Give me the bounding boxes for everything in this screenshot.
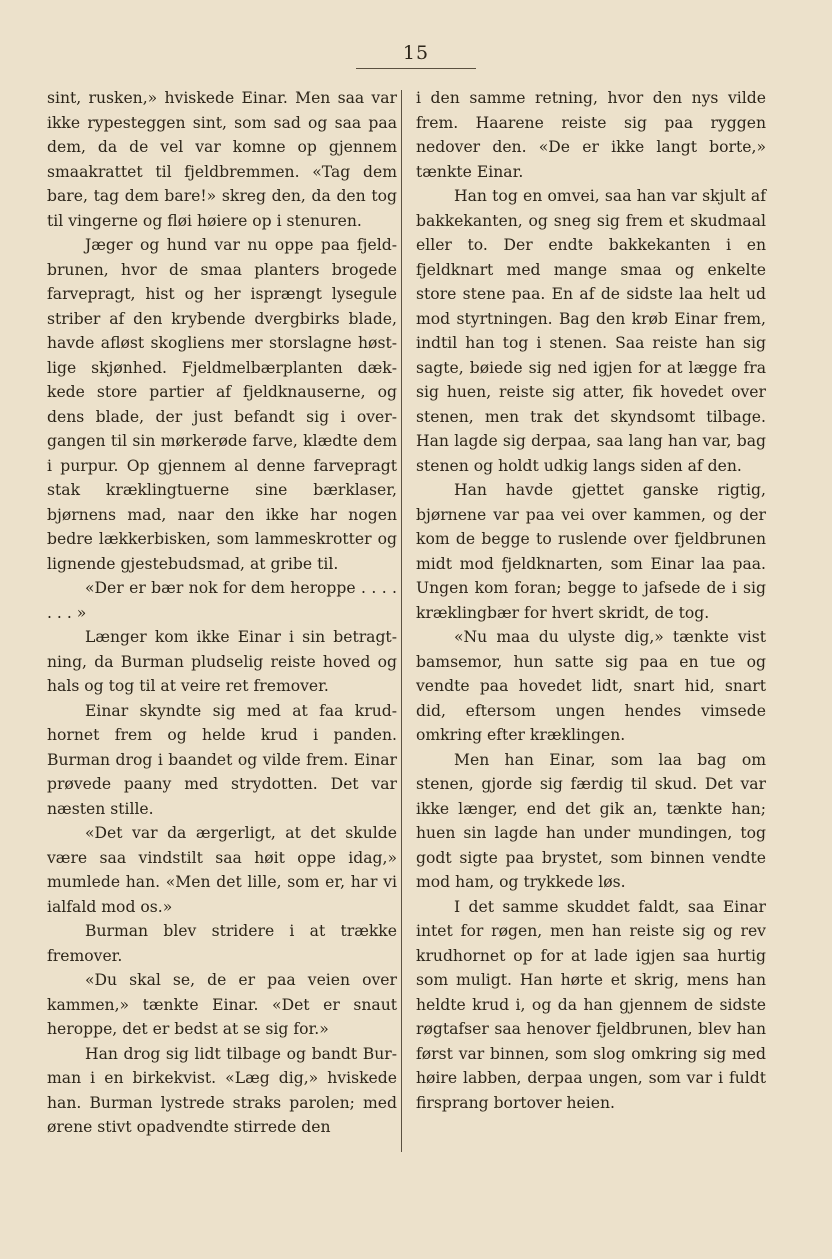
paragraph: Men han Einar, som laa bag om stenen, gjorde sig færdig til skud. Det var ikke længer, end det gik an, tænkte han; huen sin lagde han under mundingen, tog godt sigte paa brystet, som binnen vendte mod ham, og trykkede løs. bbox=[416, 750, 766, 891]
paragraph: Jæger og hund var nu oppe paa fjeldbrunen, hvor de smaa planters brogede farvepragt, hist og her isprængt lysegule striber af den krybende dvergbirks blade, havde afløst skogliens mer storslagne høstlige skjønhed. Fjeldmelbærplanten dækkede store partier af fjeldknauserne, og dens blade, der just befandt sig i overgangen til sin mørkerøde farve, klædte dem i purpur. Op gjennem al denne farvepragt stak kræklingtuerne sine bærklaser, bjørnens mad, naar den ikke har nogen bedre lækkerbisken, som lammeskrotter og lignende gjestebudsmad, at gribe til. bbox=[47, 236, 397, 573]
paragraph: «Nu maa du ulyste dig,» tænkte vist bamsemor, hun satte sig paa en tue og vendte paa hovedet lidt, snart hid, snart did, eftersom ungen hendes vimsede omkring efter kræklingen. bbox=[416, 628, 766, 744]
paragraph: «Du skal se, de er paa veien over kammen,» tænkte Einar. «Det er snaut heroppe, det er bedst at se sig for.» bbox=[47, 971, 397, 1038]
right-column bbox=[416, 86, 766, 1115]
paragraph: Han drog sig lidt tilbage og bandt Burman i en birkekvist. «Læg dig,» hviskede han. Burman lystrede straks parolen; med ørene stivt opadvendte stirrede den bbox=[47, 1044, 397, 1136]
paragraph: Længer kom ikke Einar i sin betragtning, da Burman pludselig reiste hoved og hals og tog til at veire ret fremover. bbox=[47, 628, 397, 695]
column-divider bbox=[401, 90, 402, 1152]
paragraph: Han havde gjettet ganske rigtig, bjørnene var paa vei over kammen, og der kom de begge to ruslende over fjeldbrunen midt mod fjeldknarten, som Einar laa paa. Ungen kom foran; begge to jafsede de i sig kræklingbær for hvert skridt, de tog. bbox=[416, 481, 766, 622]
page-number: 15 bbox=[402, 42, 430, 64]
paragraph: I det samme skuddet faldt, saa Einar intet for røgen, men han reiste sig og rev krudhornet op for at lade igjen saa hurtig som muligt. Han hørte et skrig, mens han heldte krud i, og da han gjennem de sidste røgtafser saa henover fjeldbrunen, blev han først var binnen, som slog omkring sig med høire labben, derpaa ungen, som var i fuldt firsprang bortover heien. bbox=[416, 897, 766, 1112]
paragraph: «Der er bær nok for dem heroppe . . . . . . . » bbox=[47, 579, 397, 622]
paragraph: Han tog en omvei, saa han var skjult af bakkekanten, og sneg sig frem et skudmaal eller to. Der endte bakkekanten i en fjeldknart med mange smaa og enkelte store stene paa. En af de sidste laa helt ud mod styrtningen. Bag den krøb Einar frem, indtil han tog i stenen. Saa reiste han sig sagte, bøiede sig ned igjen for at lægge fra sig huen, reiste sig atter, fik hovedet over stenen, men trak det skyndsomt tilbage. Han lagde sig derpaa, saa lang han var, bag stenen og holdt udkig langs siden af den. bbox=[416, 187, 766, 475]
paragraph: sint, rusken,» hviskede Einar. Men saa var ikke rypesteggen sint, som sad og saa paa dem, da de vel var komne op gjennem smaakrattet til fjeldbremmen. «Tag dem bare, tag dem bare!» skreg den, da den tog til vingerne og fløi høiere op i stenuren. bbox=[47, 89, 397, 230]
paragraph: Einar skyndte sig med at faa krudhornet frem og helde krud i panden. Burman drog i baandet og vilde frem. Einar prøvede paany med strydotten. Det var næsten stille. bbox=[47, 701, 397, 818]
header-rule bbox=[356, 68, 476, 69]
paragraph: Burman blev stridere i at trække fremover. bbox=[47, 922, 397, 965]
paragraph: «Det var da ærgerligt, at det skulde være saa vindstilt saa høit oppe idag,» mumlede han. «Men det lille, som er, har vi ialfald mod os.» bbox=[47, 824, 397, 916]
left-column bbox=[47, 86, 397, 1140]
paragraph: i den samme retning, hvor den nys vilde frem. Haarene reiste sig paa ryggen nedover den. «De er ikke langt borte,» tænkte Einar. bbox=[416, 89, 766, 181]
